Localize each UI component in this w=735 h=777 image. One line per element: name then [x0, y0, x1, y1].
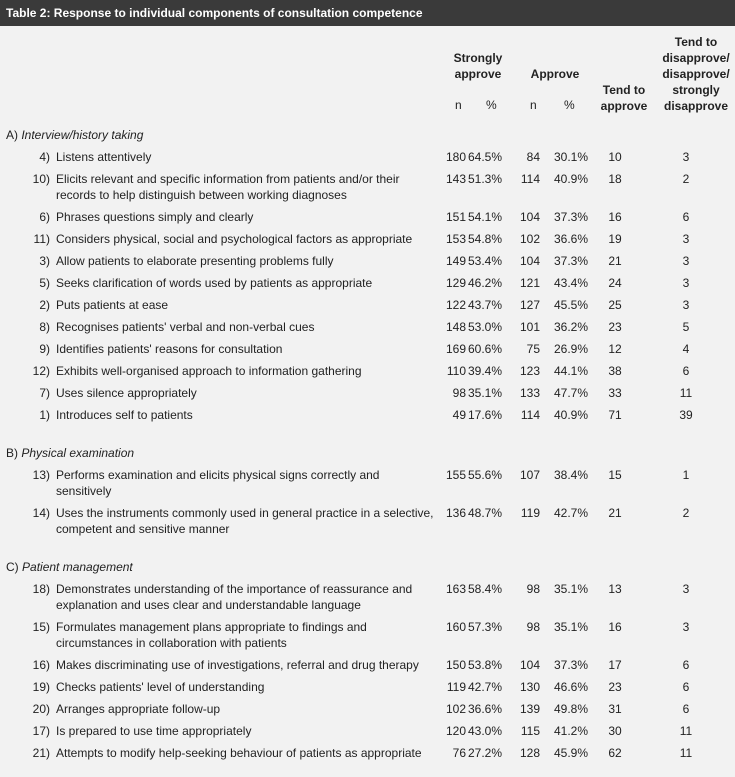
approve-n: 84	[526, 150, 540, 164]
strongly-approve-pct: 58.4%	[467, 582, 502, 596]
strongly-approve-pct: 43.0%	[467, 724, 502, 738]
item-number: 10)	[32, 172, 50, 186]
item-number: 2)	[39, 298, 50, 312]
approve-n: 121	[519, 276, 540, 290]
tend-to-approve-n: 21	[608, 254, 622, 268]
tend-to-approve-n: 15	[608, 468, 622, 482]
strongly-approve-pct: 54.1%	[467, 210, 502, 224]
item-description: Exhibits well-organised approach to information gathering	[56, 364, 362, 378]
item-description: Makes discriminating use of investigations, referral and drug therapy	[56, 658, 419, 672]
strongly-approve-n: 120	[445, 724, 466, 738]
table-row	[0, 382, 735, 404]
approve-n: 98	[526, 620, 540, 634]
item-description: Demonstrates understanding of the importance of reassurance and explanation and uses clear and understandable language	[56, 582, 413, 612]
approve-n: 104	[519, 658, 540, 672]
item-number: 17)	[32, 724, 50, 738]
approve-n: 133	[519, 386, 540, 400]
table-row	[0, 250, 735, 272]
approve-pct: 44.1%	[553, 364, 588, 378]
tend-to-disapprove-n: 3	[682, 150, 690, 164]
tend-to-disapprove-n: 11	[679, 746, 693, 760]
approve-pct: 36.2%	[553, 320, 588, 334]
item-number: 16)	[32, 658, 50, 672]
approve-n: 114	[520, 408, 540, 422]
tend-to-disapprove-n: 3	[682, 298, 690, 312]
strongly-approve-pct: 64.5%	[467, 150, 502, 164]
approve-n: 107	[519, 468, 540, 482]
table-row	[0, 228, 735, 250]
approve-n: 102	[519, 232, 540, 246]
item-description: Checks patients' level of understanding	[56, 680, 265, 694]
strongly-approve-pct: 42.7%	[467, 680, 502, 694]
section-title-text: Physical examination	[21, 446, 135, 460]
header-strongly-approve: Strongly approve	[453, 51, 503, 81]
section-title-text: Interview/history taking	[21, 128, 144, 142]
approve-n: 139	[519, 702, 540, 716]
header-approve: Approve	[530, 67, 580, 81]
approve-pct: 40.9%	[553, 172, 588, 186]
approve-pct: 41.2%	[553, 724, 588, 738]
approve-n: 104	[519, 254, 540, 268]
strongly-approve-n: 102	[445, 702, 466, 716]
strongly-approve-n: 149	[445, 254, 466, 268]
approve-pct: 47.7%	[553, 386, 588, 400]
item-number: 21)	[32, 746, 50, 760]
header-tend-to-disapprove: Tend to disapprove/ disapprove/ strongly disapprove	[662, 35, 730, 113]
item-cell	[0, 209, 440, 225]
tend-to-disapprove-n: 3	[682, 620, 690, 634]
table-row	[0, 294, 735, 316]
item-description: Performs examination and elicits physical signs correctly and sensitively	[56, 468, 380, 498]
header-ap-pct: %	[564, 98, 575, 112]
table-row	[0, 676, 735, 698]
table-row	[0, 168, 735, 206]
strongly-approve-pct: 36.6%	[467, 702, 502, 716]
item-description: Uses silence appropriately	[56, 386, 197, 400]
header-sa-n: n	[455, 98, 462, 112]
table-row	[0, 404, 735, 426]
item-cell	[0, 657, 440, 673]
item-cell	[0, 385, 440, 401]
tend-to-disapprove-n: 6	[682, 680, 690, 694]
strongly-approve-pct: 54.8%	[467, 232, 502, 246]
item-number: 11)	[33, 232, 50, 246]
table-row	[0, 316, 735, 338]
item-description: Seeks clarification of words used by patients as appropriate	[56, 276, 373, 290]
tend-to-approve-n: 21	[608, 506, 622, 520]
approve-pct: 36.6%	[553, 232, 588, 246]
strongly-approve-n: 180	[445, 150, 466, 164]
item-number: 5)	[39, 276, 50, 290]
strongly-approve-pct: 53.4%	[467, 254, 502, 268]
strongly-approve-n: 136	[445, 506, 466, 520]
item-cell	[0, 701, 440, 717]
approve-n: 98	[526, 582, 540, 596]
strongly-approve-n: 122	[445, 298, 466, 312]
approve-n: 119	[520, 506, 540, 520]
strongly-approve-n: 119	[446, 680, 466, 694]
table-row	[0, 720, 735, 742]
item-description: Uses the instruments commonly used in general practice in a selective, competent and sensitive manner	[56, 506, 434, 536]
tend-to-approve-n: 38	[608, 364, 622, 378]
approve-pct: 30.1%	[553, 150, 588, 164]
item-description: Allow patients to elaborate presenting problems fully	[56, 254, 334, 268]
header-sa-pct: %	[486, 98, 497, 112]
tend-to-approve-n: 25	[608, 298, 622, 312]
item-cell	[0, 297, 440, 313]
item-number: 1)	[39, 408, 50, 422]
item-cell	[0, 407, 440, 423]
tend-to-disapprove-n: 4	[682, 342, 690, 356]
table-row	[0, 578, 735, 616]
strongly-approve-pct: 39.4%	[467, 364, 502, 378]
section-letter: B)	[6, 446, 18, 460]
tend-to-approve-n: 33	[608, 386, 622, 400]
table-row	[0, 146, 735, 168]
approve-n: 115	[520, 724, 540, 738]
item-number: 15)	[32, 620, 50, 634]
strongly-approve-pct: 43.7%	[467, 298, 502, 312]
table-row	[0, 272, 735, 294]
item-number: 6)	[39, 210, 50, 224]
tend-to-disapprove-n: 39	[679, 408, 693, 422]
table-header	[0, 26, 735, 124]
item-cell	[0, 581, 440, 613]
table-body	[0, 124, 735, 764]
tend-to-disapprove-n: 6	[682, 210, 690, 224]
tend-to-disapprove-n: 3	[682, 232, 690, 246]
approve-pct: 49.8%	[553, 702, 588, 716]
approve-pct: 40.9%	[553, 408, 588, 422]
strongly-approve-pct: 60.6%	[467, 342, 502, 356]
item-description: Arranges appropriate follow-up	[56, 702, 221, 716]
strongly-approve-pct: 53.0%	[467, 320, 502, 334]
tend-to-approve-n: 17	[608, 658, 622, 672]
item-description: Is prepared to use time appropriately	[56, 724, 252, 738]
strongly-approve-n: 160	[445, 620, 466, 634]
item-number: 9)	[39, 342, 50, 356]
approve-pct: 26.9%	[553, 342, 588, 356]
item-number: 14)	[32, 506, 50, 520]
approve-pct: 37.3%	[553, 254, 588, 268]
item-description: Puts patients at ease	[56, 298, 169, 312]
approve-n: 101	[519, 320, 540, 334]
strongly-approve-n: 49	[452, 408, 466, 422]
tend-to-approve-n: 71	[608, 408, 622, 422]
item-description: Elicits relevant and specific information from patients and/or their records to help distinguish between working diagnoses	[56, 172, 400, 202]
approve-n: 127	[519, 298, 540, 312]
tend-to-disapprove-n: 6	[682, 702, 690, 716]
item-number: 7)	[39, 386, 50, 400]
tend-to-approve-n: 62	[608, 746, 622, 760]
strongly-approve-n: 76	[452, 746, 466, 760]
table-row	[0, 502, 735, 540]
strongly-approve-pct: 35.1%	[467, 386, 502, 400]
tend-to-disapprove-n: 5	[682, 320, 690, 334]
strongly-approve-pct: 48.7%	[467, 506, 502, 520]
approve-pct: 35.1%	[553, 582, 588, 596]
item-number: 19)	[32, 680, 50, 694]
section-heading	[0, 124, 735, 146]
section-heading	[0, 442, 735, 464]
tend-to-approve-n: 23	[608, 680, 622, 694]
section-letter: C)	[6, 560, 19, 574]
approve-pct: 45.5%	[553, 298, 588, 312]
tend-to-disapprove-n: 6	[682, 658, 690, 672]
item-description: Considers physical, social and psychological factors as appropriate	[56, 232, 413, 246]
item-description: Phrases questions simply and clearly	[56, 210, 254, 224]
item-description: Identifies patients' reasons for consultation	[56, 342, 283, 356]
tend-to-approve-n: 30	[608, 724, 622, 738]
strongly-approve-pct: 53.8%	[467, 658, 502, 672]
tend-to-disapprove-n: 3	[682, 254, 690, 268]
item-number: 3)	[39, 254, 50, 268]
strongly-approve-n: 169	[445, 342, 466, 356]
approve-pct: 45.9%	[553, 746, 588, 760]
item-number: 18)	[32, 582, 50, 596]
item-cell	[0, 253, 440, 269]
strongly-approve-n: 155	[445, 468, 466, 482]
strongly-approve-pct: 57.3%	[467, 620, 502, 634]
item-cell	[0, 679, 440, 695]
strongly-approve-n: 129	[445, 276, 466, 290]
item-number: 4)	[39, 150, 50, 164]
approve-pct: 37.3%	[553, 658, 588, 672]
item-cell	[0, 505, 440, 537]
table-row	[0, 654, 735, 676]
strongly-approve-n: 98	[452, 386, 466, 400]
strongly-approve-n: 151	[445, 210, 466, 224]
table-title: Table 2: Response to individual components of consultation competence	[0, 0, 735, 26]
approve-n: 130	[519, 680, 540, 694]
approve-n: 123	[519, 364, 540, 378]
tend-to-approve-n: 31	[608, 702, 622, 716]
tend-to-approve-n: 16	[608, 210, 622, 224]
strongly-approve-pct: 27.2%	[467, 746, 502, 760]
approve-pct: 42.7%	[553, 506, 588, 520]
approve-n: 75	[526, 342, 540, 356]
table-row	[0, 698, 735, 720]
item-number: 12)	[32, 364, 50, 378]
item-cell	[0, 275, 440, 291]
section-heading	[0, 556, 735, 578]
strongly-approve-pct: 17.6%	[467, 408, 502, 422]
table-row	[0, 464, 735, 502]
approve-pct: 43.4%	[553, 276, 588, 290]
item-cell	[0, 231, 440, 247]
strongly-approve-pct: 55.6%	[467, 468, 502, 482]
approve-pct: 35.1%	[553, 620, 588, 634]
item-cell	[0, 723, 440, 739]
strongly-approve-pct: 51.3%	[467, 172, 502, 186]
tend-to-disapprove-n: 11	[679, 724, 693, 738]
approve-n: 114	[520, 172, 540, 186]
item-cell	[0, 619, 440, 651]
tend-to-approve-n: 13	[608, 582, 622, 596]
tend-to-disapprove-n: 6	[682, 364, 690, 378]
item-cell	[0, 149, 440, 165]
header-tend-to-approve: Tend to approve	[600, 83, 648, 113]
tend-to-disapprove-n: 2	[682, 172, 690, 186]
strongly-approve-n: 110	[446, 364, 466, 378]
item-description: Formulates management plans appropriate to findings and circumstances in collaboration with patients	[56, 620, 367, 650]
tend-to-approve-n: 10	[608, 150, 622, 164]
strongly-approve-n: 143	[445, 172, 466, 186]
item-number: 8)	[39, 320, 50, 334]
section-gap	[0, 540, 735, 556]
item-cell	[0, 171, 440, 203]
tend-to-disapprove-n: 2	[682, 506, 690, 520]
item-description: Recognises patients' verbal and non-verbal cues	[56, 320, 315, 334]
tend-to-approve-n: 12	[608, 342, 622, 356]
item-number: 20)	[32, 702, 50, 716]
tend-to-disapprove-n: 1	[682, 468, 690, 482]
tend-to-disapprove-n: 3	[682, 276, 690, 290]
approve-n: 128	[519, 746, 540, 760]
item-cell	[0, 467, 440, 499]
approve-pct: 46.6%	[553, 680, 588, 694]
item-number: 13)	[32, 468, 50, 482]
table-row	[0, 360, 735, 382]
tend-to-approve-n: 24	[608, 276, 622, 290]
item-description: Introduces self to patients	[56, 408, 193, 422]
item-cell	[0, 341, 440, 357]
item-description: Attempts to modify help-seeking behaviour of patients as appropriate	[56, 746, 422, 760]
table-row	[0, 742, 735, 764]
strongly-approve-n: 153	[445, 232, 466, 246]
item-cell	[0, 745, 440, 761]
section-title-text: Patient management	[22, 560, 133, 574]
table-row	[0, 338, 735, 360]
approve-pct: 37.3%	[553, 210, 588, 224]
item-description: Listens attentively	[56, 150, 152, 164]
section-letter: A)	[6, 128, 18, 142]
tend-to-approve-n: 18	[608, 172, 622, 186]
table-row	[0, 206, 735, 228]
header-ap-n: n	[530, 98, 537, 112]
tend-to-approve-n: 16	[608, 620, 622, 634]
section-gap	[0, 426, 735, 442]
approve-n: 104	[519, 210, 540, 224]
strongly-approve-n: 150	[445, 658, 466, 672]
strongly-approve-n: 148	[445, 320, 466, 334]
tend-to-approve-n: 19	[608, 232, 622, 246]
tend-to-disapprove-n: 11	[679, 386, 693, 400]
table-row	[0, 616, 735, 654]
strongly-approve-n: 163	[445, 582, 466, 596]
tend-to-disapprove-n: 3	[682, 582, 690, 596]
approve-pct: 38.4%	[553, 468, 588, 482]
item-cell	[0, 319, 440, 335]
strongly-approve-pct: 46.2%	[467, 276, 502, 290]
tend-to-approve-n: 23	[608, 320, 622, 334]
item-cell	[0, 363, 440, 379]
